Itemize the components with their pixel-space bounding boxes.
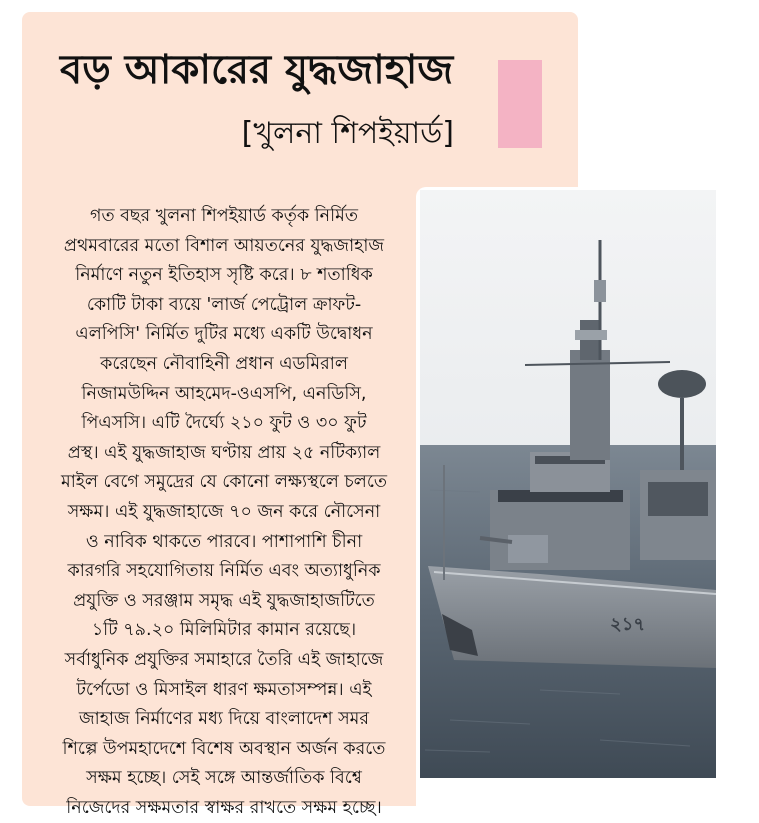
article-line: সক্ষম হচ্ছে। সেই সঙ্গে আন্তর্জাতিক বিশ্বে — [86, 768, 362, 789]
warship-illustration — [420, 190, 716, 778]
article-line: ও নাবিক থাকতে পারবে। পাশাপাশি চীনা — [85, 531, 363, 552]
article-line: জাহাজ নির্মাণের মধ্য দিয়ে বাংলাদেশ সমর — [78, 709, 370, 730]
aft-windows — [648, 482, 708, 516]
article-line: নিজেদের সক্ষমতার স্বাক্ষর রাখতে সক্ষম হচ্ছে। — [66, 797, 382, 818]
article-line: শিল্পে উপমহাদেশে বিশেষ অবস্থান অর্জন করতে — [62, 738, 386, 759]
warship-photo — [420, 190, 716, 778]
article-body — [44, 202, 404, 823]
radar-platform — [575, 330, 607, 340]
article-line: নির্মাণে নতুন ইতিহাস সৃষ্টি করে। ৮ শতাধিক — [75, 265, 373, 286]
article-line: প্রথমবারের মতো বিশাল আয়তনের যুদ্ধজাহাজ — [63, 235, 385, 256]
article-line: কোটি টাকা ব্যয়ে 'লার্জ পেট্রোল ক্রাফট- — [86, 294, 362, 315]
article-line: সর্বাধুনিক প্রযুক্তির সমাহারে তৈরি এই জাহাজে — [64, 649, 384, 670]
mast-dome — [594, 280, 606, 302]
article-line: সক্ষম। এই যুদ্ধজাহাজে ৭০ জন করে নৌসেনা — [67, 501, 381, 522]
article-line: মাইল বেগে সমুদ্রের যে কোনো লক্ষ্যস্থলে চলতে — [61, 472, 387, 493]
article-line: নিজামউদ্দিন আহমেদ-ওএসপি, এনডিসি, — [81, 383, 367, 404]
gun-turret — [508, 535, 548, 563]
accent-block — [498, 60, 542, 148]
tower — [570, 350, 610, 460]
article-line: প্রযুক্তি ও সরঞ্জাম সমৃদ্ধ এই যুদ্ধজাহাজটিতে — [73, 590, 375, 611]
article-line: কারগরি সহযোগিতায় নির্মিত এবং অত্যাধুনিক — [67, 561, 381, 582]
radar-dish — [658, 370, 706, 398]
subheadline: [খুলনা শিপইয়ার্ড] — [241, 116, 454, 151]
article-line: পিএসসি। এটি দৈর্ঘ্যে ২১০ ফুট ও ৩০ ফুট — [81, 413, 367, 434]
article-line: প্রস্থ। এই যুদ্ধজাহাজ ঘণ্টায় প্রায় ২৫ নটিক্যাল — [67, 442, 381, 463]
hull-number: ২১৭ — [610, 614, 646, 635]
article-line: ১টি ৭৯.২০ মিলিমিটার কামান রয়েছে। — [91, 620, 357, 641]
article-line: এলপিসি' নির্মিত দুটির মধ্যে একটি উদ্বোধন — [75, 324, 373, 345]
article-line: টর্পেডো ও মিসাইল ধারণ ক্ষমতাসম্পন্ন। এই — [76, 679, 372, 700]
article-line: গত বছর খুলনা শিপইয়ার্ড কর্তৃক নির্মিত — [90, 206, 358, 226]
article-line: করেছেন নৌবাহিনী প্রধান এডমিরাল — [100, 353, 348, 374]
headline: বড় আকারের যুদ্ধজাহাজ — [60, 47, 454, 93]
